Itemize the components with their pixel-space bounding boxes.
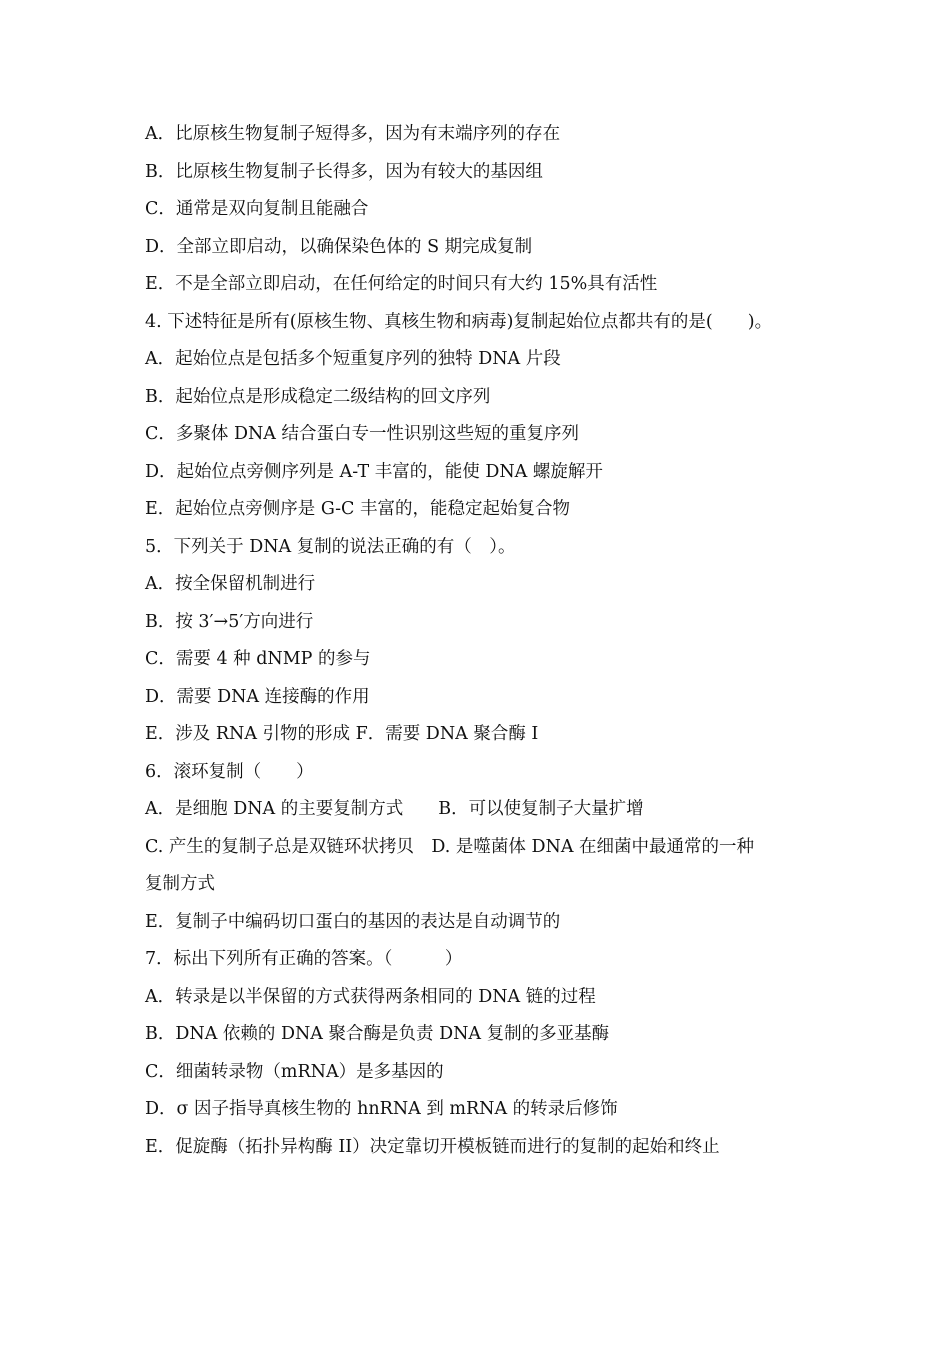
q7-option-e: E．促旋酶（拓扑异构酶 II）决定靠切开模板链而进行的复制的起始和终止 xyxy=(145,1137,720,1157)
q3-option-b: B．比原核生物复制子长得多，因为有较大的基因组 xyxy=(145,162,543,182)
q5-option-b: B．按 3′→5′方向进行 xyxy=(145,612,314,632)
q7-option-d: D．σ 因子指导真核生物的 hnRNA 到 mRNA 的转录后修饰 xyxy=(145,1099,618,1119)
q3-option-c: C．通常是双向复制且能融合 xyxy=(145,199,369,219)
q3-option-a: A．比原核生物复制子短得多，因为有末端序列的存在 xyxy=(145,124,561,144)
q6-option-cd-continued: 复制方式 xyxy=(145,874,215,894)
q5-option-a: A．按全保留机制进行 xyxy=(145,574,316,594)
q4-option-b: B．起始位点是形成稳定二级结构的回文序列 xyxy=(145,387,491,407)
q7-option-b: B．DNA 依赖的 DNA 聚合酶是负责 DNA 复制的多亚基酶 xyxy=(145,1024,610,1044)
q4-option-a: A．起始位点是包括多个短重复序列的独特 DNA 片段 xyxy=(145,349,561,369)
q5-option-c: C．需要 4 种 dNMP 的参与 xyxy=(145,649,371,669)
q6-stem: 6．滚环复制（ ） xyxy=(145,762,314,782)
q3-option-e: E．不是全部立即启动，在任何给定的时间只有大约 15%具有活性 xyxy=(145,274,658,294)
q4-stem: 4. 下述特征是所有(原核生物、真核生物和病毒)复制起始位点都共有的是( )。 xyxy=(145,312,773,332)
q5-option-ef: E．涉及 RNA 引物的形成 F．需要 DNA 聚合酶 I xyxy=(145,724,539,744)
q4-option-e: E．起始位点旁侧序是 G-C 丰富的，能稳定起始复合物 xyxy=(145,499,571,519)
q4-option-c: C．多聚体 DNA 结合蛋白专一性识别这些短的重复序列 xyxy=(145,424,579,444)
q4-option-d: D．起始位点旁侧序列是 A-T 丰富的，能使 DNA 螺旋解开 xyxy=(145,462,603,482)
q7-option-a: A．转录是以半保留的方式获得两条相同的 DNA 链的过程 xyxy=(145,987,596,1007)
q7-option-c: C．细菌转录物（mRNA）是多基因的 xyxy=(145,1062,444,1082)
q6-option-ab: A．是细胞 DNA 的主要复制方式 B．可以使复制子大量扩增 xyxy=(145,799,644,819)
q5-stem: 5．下列关于 DNA 复制的说法正确的有（ ）。 xyxy=(145,537,516,557)
q6-option-e: E．复制子中编码切口蛋白的基因的表达是自动调节的 xyxy=(145,912,561,932)
q7-stem: 7．标出下列所有正确的答案。（ ） xyxy=(145,949,463,969)
q3-option-d: D．全部立即启动，以确保染色体的 S 期完成复制 xyxy=(145,237,533,257)
q5-option-d: D．需要 DNA 连接酶的作用 xyxy=(145,687,370,707)
q6-option-cd: C. 产生的复制子总是双链环状拷贝 D. 是噬菌体 DNA 在细菌中最通常的一种 xyxy=(145,837,755,857)
